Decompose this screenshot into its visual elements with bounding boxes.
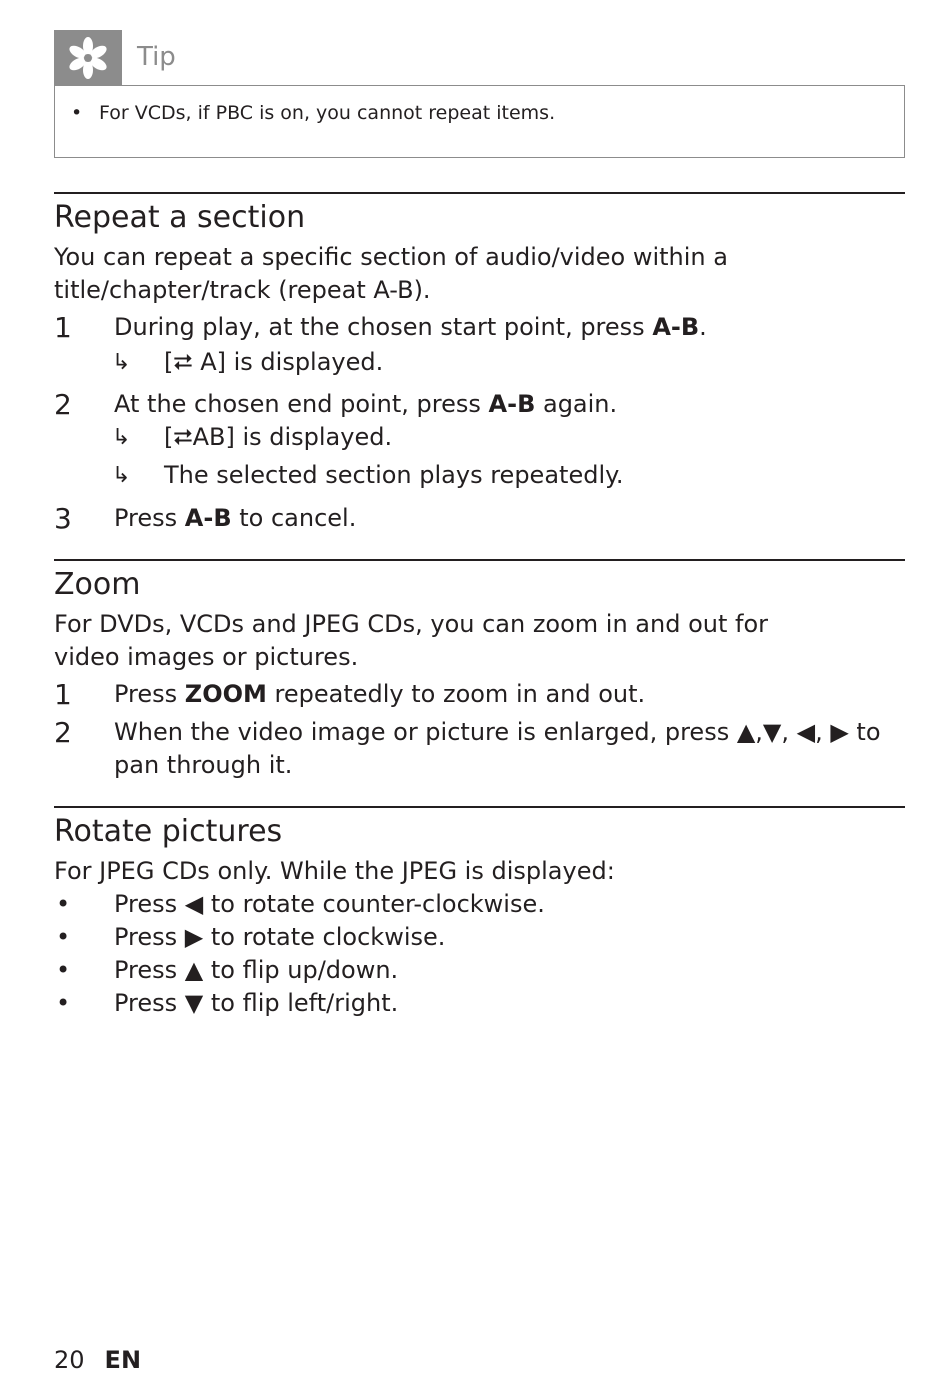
list-item-text: Press ◀ to rotate counter-clockwise. (114, 890, 545, 918)
bullet: • (56, 989, 71, 1017)
key-label: A-B (652, 313, 700, 341)
key-label: ZOOM (184, 680, 267, 708)
page-number: 20 (54, 1346, 85, 1374)
section-title: Zoom (54, 567, 141, 602)
step-1 (54, 311, 905, 344)
bullet: • (56, 890, 71, 918)
result-arrow-icon: ↳ (112, 350, 131, 375)
tip-label: Tip (137, 42, 176, 72)
result-2b (54, 459, 905, 492)
list-item-text: Press ▼ to flip left/right. (114, 989, 399, 1017)
section-intro: For DVDs, VCDs and JPEG CDs, you can zoom in and out for video images or pictures. (54, 610, 769, 671)
language-code: EN (104, 1346, 142, 1374)
step-number: 1 (54, 311, 72, 344)
step-text-end: repeatedly to zoom in and out. (266, 680, 646, 708)
key-label: A-B (488, 390, 536, 418)
step-number: 3 (54, 502, 72, 535)
tip-header (54, 30, 905, 85)
section-intro: You can repeat a specific section of audio/video within a title/chapter/track (repeat A-B). (54, 243, 728, 304)
step-text: During play, at the chosen start point, press (114, 313, 653, 341)
page-footer (54, 1346, 141, 1374)
display-code: [⮂AB] (164, 423, 235, 451)
tip-box (54, 30, 905, 158)
list-item-text: Press ▶ to rotate clockwise. (114, 923, 446, 951)
result-arrow-icon: ↳ (112, 463, 131, 488)
display-code: [⮂ A] (164, 348, 226, 376)
section-divider (54, 192, 905, 194)
tip-icon (54, 30, 122, 85)
key-label: A-B (184, 504, 232, 532)
section-title: Repeat a section (54, 200, 306, 235)
section-rotate (54, 812, 905, 1020)
list-item (54, 921, 905, 954)
step-text-end: again. (535, 390, 618, 418)
tip-item (71, 102, 555, 124)
bullet: • (56, 956, 71, 984)
section-repeat (54, 198, 905, 535)
step-number: 2 (54, 388, 72, 421)
section-title: Rotate pictures (54, 814, 283, 849)
list-item (54, 954, 905, 987)
result-2a (54, 421, 905, 454)
step-number: 2 (54, 716, 72, 749)
step-text-end: to cancel. (231, 504, 357, 532)
step-2 (54, 716, 905, 782)
list-item-text: Press ▲ to flip up/down. (114, 956, 399, 984)
list-item (54, 987, 905, 1020)
step-text: At the chosen end point, press (114, 390, 489, 418)
result-1 (54, 346, 905, 379)
step-text: Press (114, 504, 185, 532)
result-arrow-icon: ↳ (112, 425, 131, 450)
result-text: The selected section plays repeatedly. (164, 461, 624, 489)
step-text: Press (114, 680, 185, 708)
section-divider (54, 806, 905, 808)
section-zoom (54, 565, 905, 782)
section-divider (54, 559, 905, 561)
section-intro: For JPEG CDs only. While the JPEG is displayed: (54, 857, 615, 885)
manual-page (54, 30, 905, 1017)
tip-text: For VCDs, if PBC is on, you cannot repeat items. (99, 102, 556, 124)
step-text: When the video image or picture is enlarged, press ▲,▼, ◀, ▶ to pan through it. (114, 718, 881, 779)
step-3 (54, 502, 905, 535)
bullet: • (56, 923, 71, 951)
list-item (54, 888, 905, 921)
tip-body (54, 85, 905, 158)
result-text: is displayed. (234, 423, 393, 451)
step-number: 1 (54, 678, 72, 711)
result-text: is displayed. (225, 348, 384, 376)
step-1 (54, 678, 905, 711)
step-text-end: . (699, 313, 707, 341)
bullet: • (71, 102, 83, 124)
step-2 (54, 388, 905, 421)
